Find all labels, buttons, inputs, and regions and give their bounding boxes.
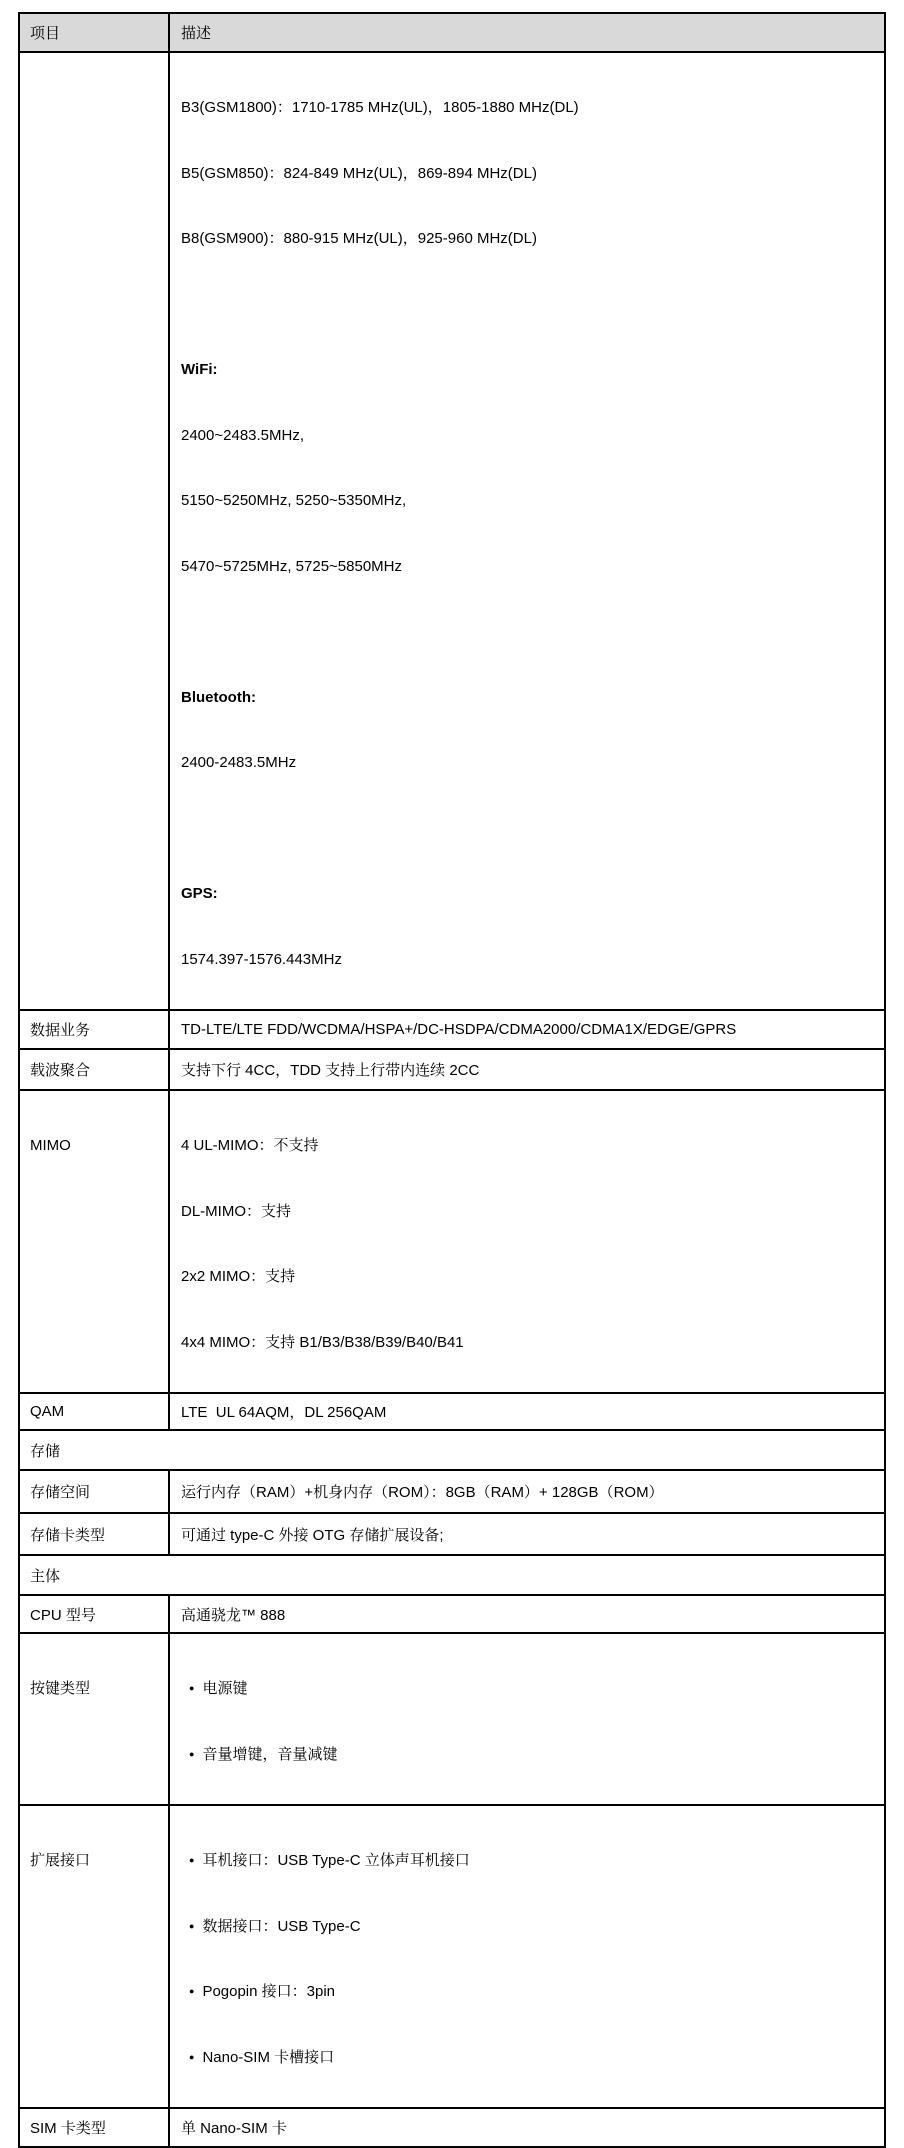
bullet-icon: ● <box>189 1920 195 1931</box>
row-storage-card <box>19 1513 885 1555</box>
blank-line <box>181 616 874 648</box>
band-line-b3: B3(GSM1800)：1710-1785 MHz(UL)，1805-1880 MHz(DL) <box>181 99 579 116</box>
bullet-icon: ● <box>189 1748 195 1759</box>
item-cell-carrier-aggregation: 载波聚合 <box>19 1049 169 1090</box>
desc-cell-data-service: TD-LTE/LTE FDD/WCDMA/HSPA+/DC-HSDPA/CDMA2000/CDMA1X/EDGE/GPRS <box>169 1010 885 1049</box>
item-cell-qam: QAM <box>19 1393 169 1430</box>
row-ports <box>19 1805 885 2108</box>
key-item-volume <box>181 1739 874 1771</box>
item-cell-keys <box>19 1633 169 1805</box>
row-storage-space <box>19 1470 885 1513</box>
band-line-b5: B5(GSM850)：824-849 MHz(UL)，869-894 MHz(DL) <box>181 164 537 182</box>
row-sim-card-type <box>19 2108 885 2147</box>
row-section-body <box>19 1555 885 1595</box>
row-qam <box>19 1393 885 1430</box>
item-cell-storage-space: 存储空间 <box>19 1470 169 1513</box>
wifi-heading: WiFi: <box>181 361 218 378</box>
item-cell-ports <box>19 1805 169 2108</box>
section-title-body: 主体 <box>19 1555 885 1595</box>
section-title-storage: 存储 <box>19 1430 885 1470</box>
desc-cell-qam: LTE UL 64AQM，DL 256QAM <box>169 1393 885 1430</box>
desc-cell-storage-space: 运行内存（RAM）+机身内存（ROM）：8GB（RAM）+ 128GB（ROM） <box>169 1470 885 1513</box>
item-cell-data-service: 数据业务 <box>19 1010 169 1049</box>
item-cell-sim: SIM 卡类型 <box>19 2108 169 2147</box>
port-item-nano-sim <box>181 2042 874 2074</box>
gps-freq: 1574.397-1576.443MHz <box>181 950 342 968</box>
desc-cell-keys <box>169 1633 885 1805</box>
item-cell-empty <box>19 52 169 1010</box>
header-item-cell: 项目 <box>19 13 169 52</box>
spec-table <box>18 12 886 2148</box>
mimo-line-4: 4x4 MIMO：支持 B1/B3/B38/B39/B40/B41 <box>181 1333 464 1351</box>
row-frequency-bands <box>19 52 885 1010</box>
port-item-pogopin <box>181 1976 874 2008</box>
desc-cell-sim: 单 Nano-SIM 卡 <box>169 2108 885 2147</box>
port-item-text: Pogopin 接口：3pin <box>202 1983 336 2000</box>
key-item-text: 电源键 <box>202 1680 248 1697</box>
wifi-freq-1: 2400~2483.5MHz, <box>181 426 305 444</box>
bullet-icon: ● <box>189 2051 195 2062</box>
mimo-line-1: 4 UL-MIMO：不支持 <box>181 1137 319 1154</box>
wifi-freq-3: 5470~5725MHz, 5725~5850MHz <box>181 557 402 575</box>
bullet-icon: ● <box>189 1986 195 1996</box>
item-cell-storage-card: 存储卡类型 <box>19 1513 169 1555</box>
gps-heading: GPS: <box>181 885 218 902</box>
wifi-freq-2: 5150~5250MHz, 5250~5350MHz, <box>181 492 407 509</box>
desc-cell-carrier-aggregation: 支持下行 4CC，TDD 支持上行带内连续 2CC <box>169 1049 885 1090</box>
key-item-text: 音量增键，音量减键 <box>202 1745 338 1763</box>
table-header-row <box>19 13 885 52</box>
port-item-text: Nano-SIM 卡槽接口 <box>202 2048 335 2066</box>
item-cell-cpu: CPU 型号 <box>19 1595 169 1633</box>
desc-cell-ports <box>169 1805 885 2108</box>
bullet-icon: ● <box>189 1683 195 1693</box>
key-item-power <box>181 1673 874 1705</box>
bluetooth-heading: Bluetooth: <box>181 688 256 706</box>
mimo-line-2: DL-MIMO：支持 <box>181 1202 291 1220</box>
row-data-service <box>19 1010 885 1049</box>
keys-label: 按键类型 <box>30 1680 91 1697</box>
blank-line <box>181 813 874 845</box>
row-mimo <box>19 1090 885 1393</box>
desc-cell-mimo <box>169 1090 885 1393</box>
row-carrier-aggregation <box>19 1049 885 1090</box>
port-item-data <box>181 1911 874 1943</box>
mimo-line-3: 2x2 MIMO：支持 <box>181 1268 296 1285</box>
band-line-b8: B8(GSM900)：880-915 MHz(UL)，925-960 MHz(DL) <box>181 230 537 247</box>
row-keys <box>19 1633 885 1805</box>
ports-label: 扩展接口 <box>30 1852 91 1869</box>
bullet-icon: ● <box>189 1855 195 1865</box>
bluetooth-freq: 2400-2483.5MHz <box>181 754 297 771</box>
row-section-storage <box>19 1430 885 1470</box>
port-item-headphone <box>181 1845 874 1877</box>
row-cpu <box>19 1595 885 1633</box>
mimo-label: MIMO <box>30 1137 71 1154</box>
blank-line <box>181 289 874 321</box>
port-item-text: 耳机接口：USB Type-C 立体声耳机接口 <box>202 1852 470 1869</box>
desc-cell-storage-card: 可通过 type-C 外接 OTG 存储扩展设备; <box>169 1513 885 1555</box>
item-cell-mimo <box>19 1090 169 1393</box>
header-desc-cell: 描述 <box>169 13 885 52</box>
desc-cell-bands <box>169 52 885 1010</box>
port-item-text: 数据接口：USB Type-C <box>202 1917 361 1935</box>
desc-cell-cpu: 高通骁龙™ 888 <box>169 1595 885 1633</box>
